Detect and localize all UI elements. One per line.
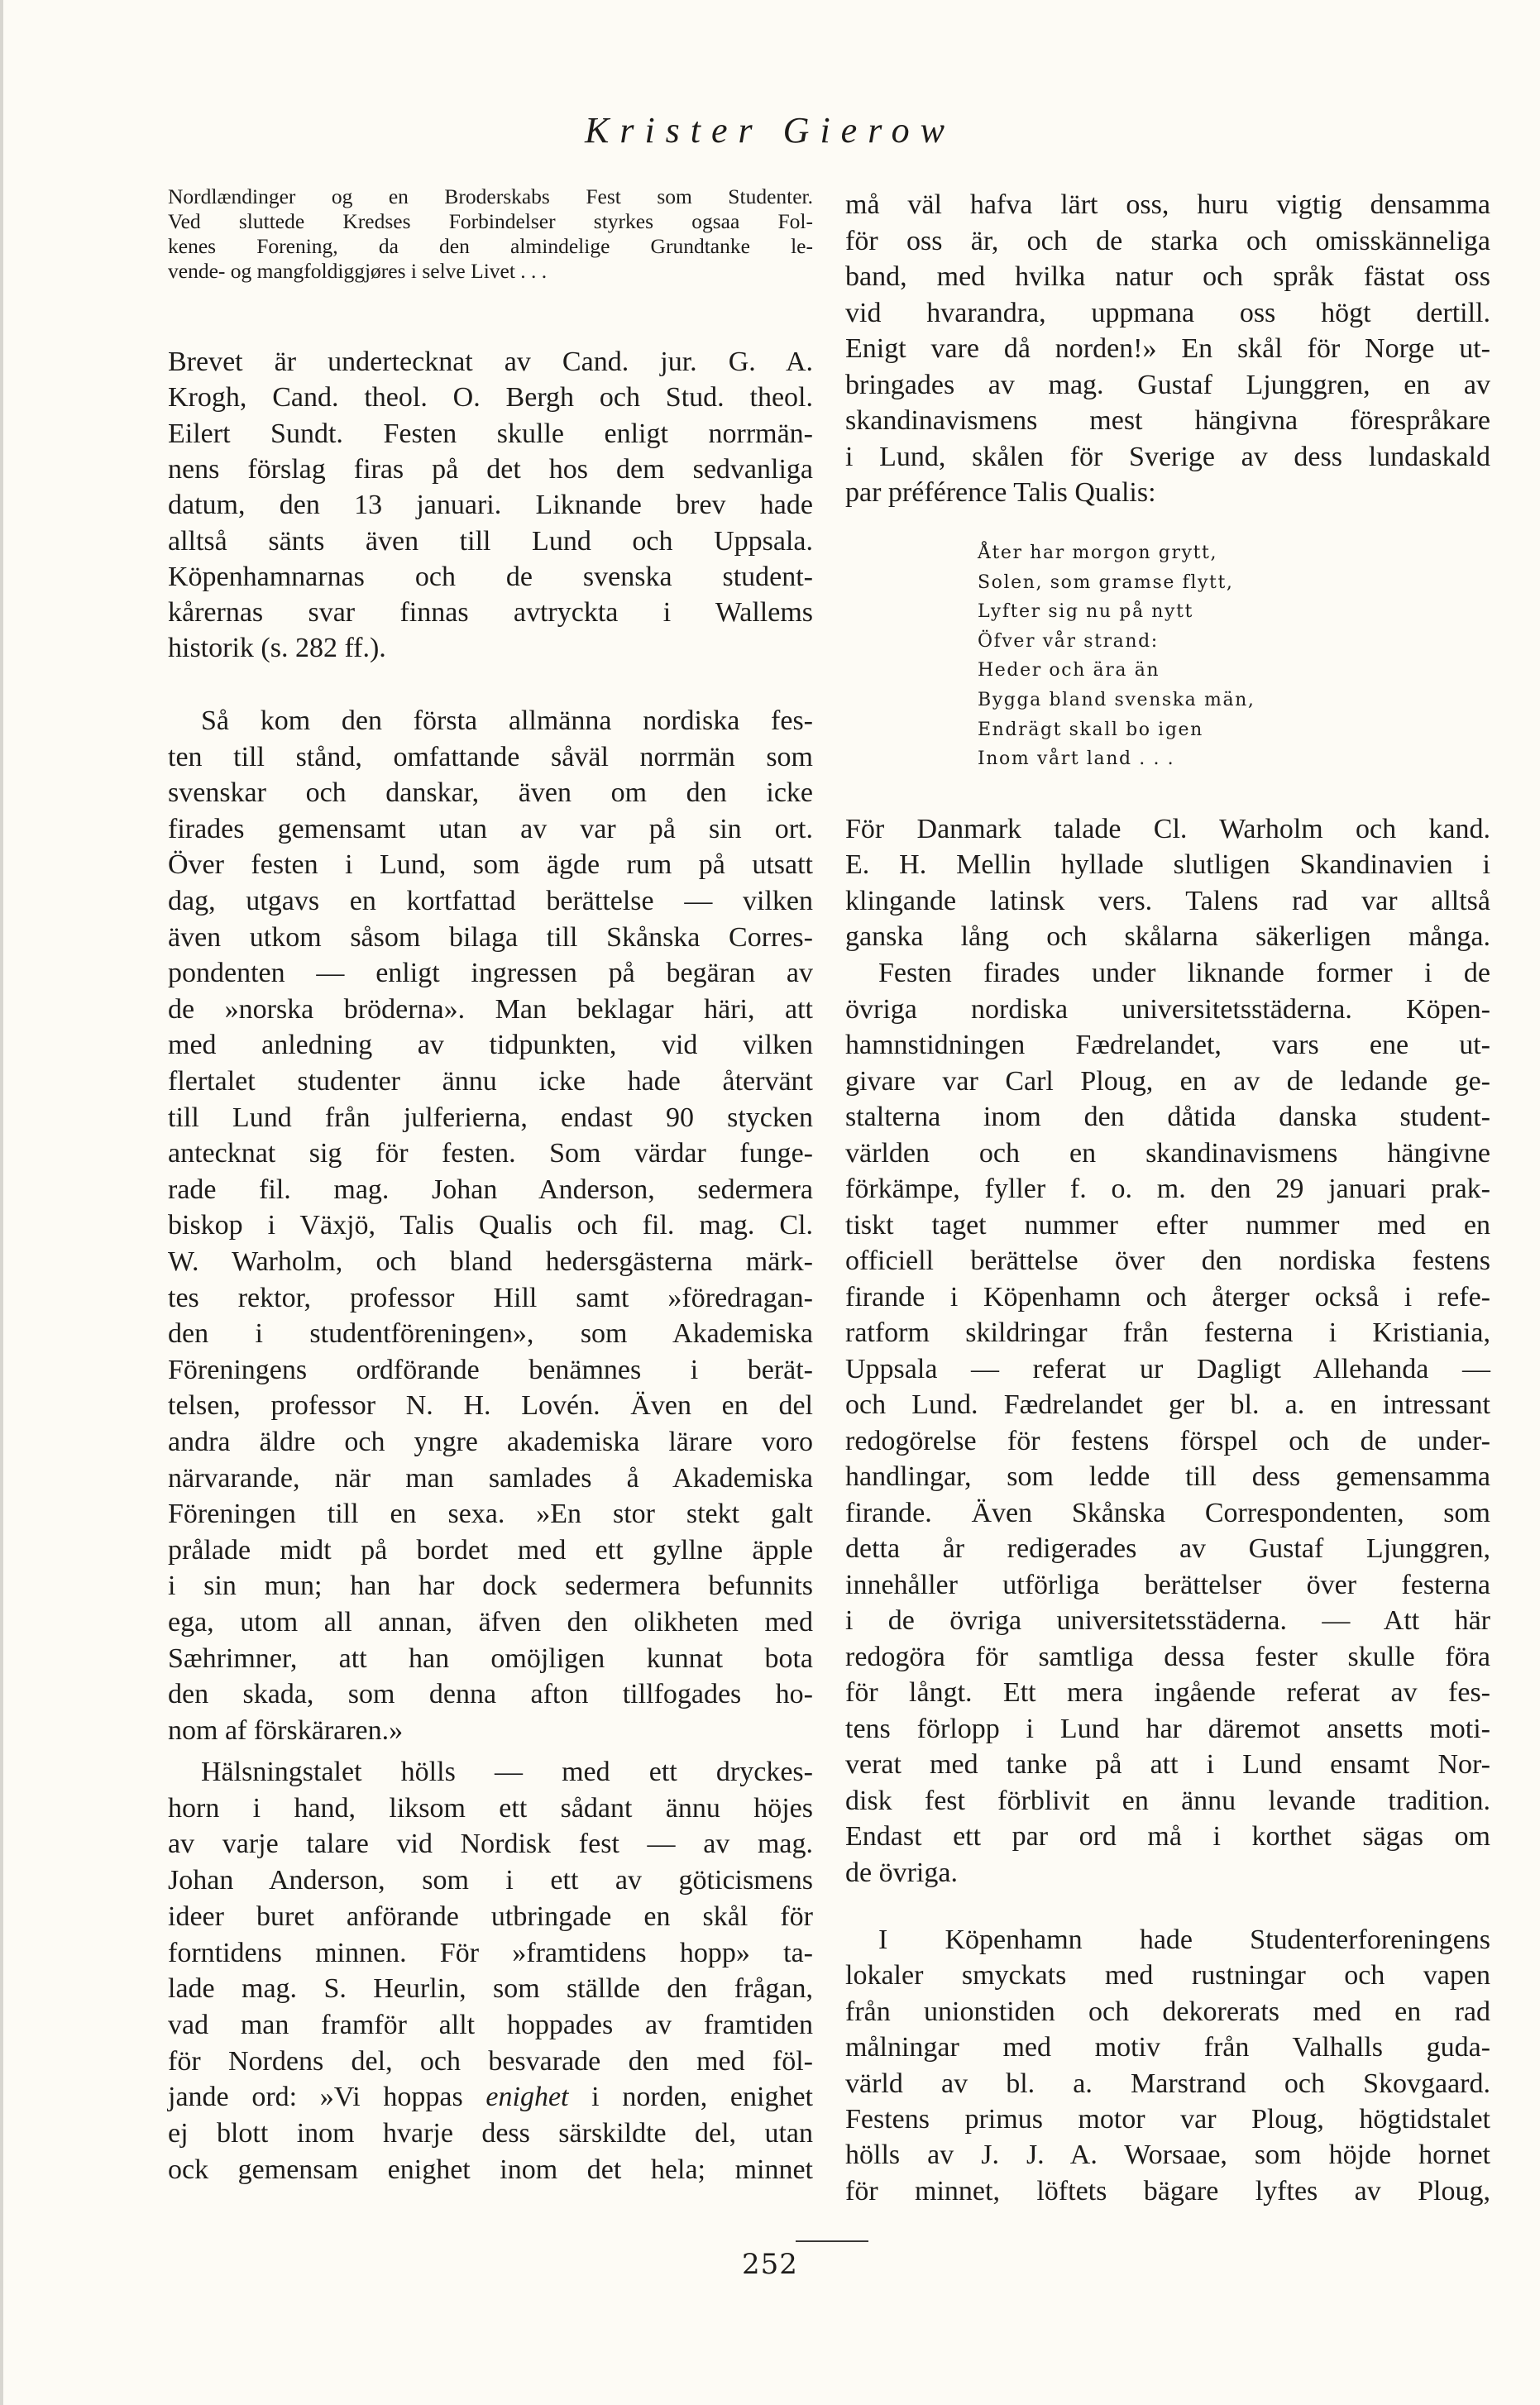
text-line: vende- og mangfoldiggjøres i selve Livet . . .: [168, 259, 548, 283]
text-line: Föreningen till en sexa. »En stor stekt galt: [168, 1499, 813, 1530]
text-line: bringades av mag. Gustaf Ljunggren, en av: [845, 369, 1490, 400]
text-line: Johan Anderson, som i ett av göticismens: [168, 1865, 813, 1896]
verse-line: Heder och ära än: [978, 660, 1160, 681]
text-line: Sæhrimner, att han omöjligen kunnat bota: [168, 1642, 813, 1674]
text-line: Nordlændinger og en Broderskabs Fest som Studenter.: [168, 184, 813, 208]
text-line: tens förlopp i Lund har däremot ansetts moti-: [845, 1713, 1490, 1744]
text-line: den skada, som denna afton tillfogades ho-: [168, 1679, 813, 1710]
text-line: av varje talare vid Nordisk fest — av mag.: [168, 1829, 813, 1860]
verse-line: Öfver vår strand:: [978, 630, 1159, 652]
text-line: antecknat sig för festen. Som värdar funge-: [168, 1138, 813, 1169]
text-line: Så kom den första allmänna nordiska fes-: [201, 705, 813, 736]
text-line: För Danmark talade Cl. Warholm och kand.: [845, 814, 1490, 844]
text-line: historik (s. 282 ff.).: [168, 633, 386, 664]
text-line: skandinavismens mest hängivna förespråkare: [845, 405, 1490, 436]
text-line: forntidens minnen. För »framtidens hopp» ta-: [168, 1937, 813, 1968]
text-line: de övriga.: [845, 1857, 958, 1888]
folio-rule: [796, 2240, 868, 2242]
text-run: i norden, enighet: [568, 2082, 813, 2113]
text-line: Uppsala — referat ur Dagligt Allehanda —: [845, 1353, 1490, 1384]
text-line: för långt. Ett mera ingående referat av fes-: [845, 1677, 1490, 1708]
text-line: nom af förskäraren.»: [168, 1714, 404, 1746]
text-line: för Nordens del, och besvarade den med föl-: [168, 2045, 813, 2077]
text-line: Ved sluttede Kredses Forbindelser styrkes ogsaa Fol-: [168, 209, 813, 233]
text-line: prålade midt på bordet med ett gyllne äpple: [168, 1534, 813, 1566]
text-line: Hälsningstalet hölls — med ett dryckes-: [201, 1757, 813, 1787]
text-line: stalterna inom den dåtida danska student-: [845, 1102, 1490, 1132]
text-line: W. Warholm, och bland hedersgästerna märk-: [168, 1246, 813, 1277]
text-line: disk fest förblivit en ännu levande tradition.: [845, 1785, 1490, 1816]
text-line: de »norska bröderna». Man beklagar häri, att: [168, 993, 813, 1025]
text-line: Festen firades under liknande former i de: [878, 958, 1490, 988]
text-line: redogörelse för festens förspel och de under-: [845, 1425, 1490, 1456]
text-line: band, med hvilka natur och språk fästat oss: [845, 261, 1490, 292]
text-line: Eilert Sundt. Festen skulle enligt norrmän-: [168, 418, 813, 449]
text-run: jande ord: »Vi hoppas: [168, 2082, 486, 2113]
text-line: lade mag. S. Heurlin, som ställde den frågan,: [168, 1973, 813, 2005]
text-line: Över festen i Lund, som ägde rum på utsatt: [168, 849, 813, 881]
text-line: vad man framför allt hoppades av framtiden: [168, 2009, 813, 2040]
text-line: biskop i Växjö, Talis Qualis och fil. mag. Cl.: [168, 1210, 813, 1241]
verse-line: Solen, som gramse flytt,: [978, 571, 1234, 593]
text-line: övriga nordiska universitetsstäderna. Köpen-: [845, 993, 1490, 1025]
text-line: firades gemensamt utan av var på sin ort.: [168, 813, 813, 844]
text-line: och Lund. Fædrelandet ger bl. a. en intressant: [845, 1389, 1490, 1420]
text-line: från unionstiden och dekorerats med en rad: [845, 1996, 1490, 2027]
text-line: till Lund från julferierna, endast 90 stycken: [168, 1102, 813, 1133]
text-line: i sin mun; han har dock sedermera befunnits: [168, 1571, 813, 1602]
text-line: nens förslag firas på det hos dem sedvanliga: [168, 453, 813, 485]
text-line: förkämpe, fyller f. o. m. den 29 januari prak-: [845, 1174, 1490, 1204]
text-line: för minnet, löftets bägare lyftes av Ploug,: [845, 2175, 1490, 2207]
text-line: rade fil. mag. Johan Anderson, sedermera: [168, 1174, 813, 1205]
text-line: hamnstidningen Fædrelandet, vars ene ut-: [845, 1030, 1490, 1060]
text-line: svenskar och danskar, även om den icke: [168, 777, 813, 809]
text-line: par préférence Talis Qualis:: [845, 477, 1156, 508]
text-line: officiell berättelse över den nordiska festens: [845, 1246, 1490, 1276]
text-line: telsen, professor N. H. Lovén. Även en del: [168, 1390, 813, 1422]
page-number: 252: [742, 2248, 798, 2281]
page-edge: [0, 0, 3, 2405]
text-line: kenes Forening, da den almindelige Grundtanke le-: [168, 234, 813, 258]
verse-line: Endrägt skall bo igen: [978, 719, 1203, 740]
text-line: tes rektor, professor Hill samt »föredragan-: [168, 1282, 813, 1313]
text-line: firande i Köpenhamn och återger också i refe-: [845, 1281, 1490, 1312]
text-line: dag, utgavs en kortfattad berättelse — vilken: [168, 886, 813, 916]
text-line: vid hvarandra, uppmana oss högt dertill.: [845, 297, 1490, 328]
text-line: ten till stånd, omfattande såväl norrmän som: [168, 741, 813, 772]
text-line: i Lund, skålen för Sverige av dess lundaskald: [845, 441, 1490, 472]
text-line: horn i hand, liksom ett sådant ännu höjes: [168, 1792, 813, 1824]
text-line: i de övriga universitetsstäderna. — Att här: [845, 1605, 1490, 1636]
running-head: Krister Gierow: [584, 110, 956, 151]
text-line: klingande latinsk vers. Talens rad var alltså: [845, 885, 1490, 916]
text-line: ega, utom all annan, äfven den olikheten med: [168, 1607, 813, 1638]
text-line: redogöra för samtliga dessa fester skulle föra: [845, 1641, 1490, 1672]
text-line: ratform skildringar från festerna i Kristiania,: [845, 1317, 1490, 1348]
text-line: Krogh, Cand. theol. O. Bergh och Stud. theol.: [168, 382, 813, 414]
text-line: firande. Även Skånska Correspondenten, som: [845, 1497, 1490, 1528]
text-line: detta år redigerades av Gustaf Ljunggren,: [845, 1533, 1490, 1564]
text-line: med anledning av tidpunkten, vid vilken: [168, 1030, 813, 1061]
text-line: datum, den 13 januari. Liknande brev hade: [168, 490, 813, 521]
verse-line: Bygga bland svenska män,: [978, 690, 1255, 710]
text-line: må väl hafva lärt oss, huru vigtig densamma: [845, 189, 1490, 220]
text-line: den i studentföreningen», som Akademiska: [168, 1318, 813, 1350]
text-line: ganska lång och skålarna säkerligen många.: [845, 921, 1490, 953]
text-line: I Köpenhamn hade Studenterforeningens: [878, 1924, 1490, 1955]
text-line: handlingar, som ledde till dess gemensamma: [845, 1461, 1490, 1492]
text-line: kårernas svar finnas avtryckta i Wallems: [168, 597, 813, 629]
text-line: för oss är, och de starka och omisskänneliga: [845, 225, 1490, 256]
text-line: andra äldre och yngre akademiska lärare voro: [168, 1427, 813, 1457]
text-line: Brevet är undertecknat av Cand. jur. G. A.: [168, 347, 813, 377]
text-line: ock gemensam enighet inom det hela; minnet: [168, 2154, 813, 2185]
emphasized-word: enighet: [485, 2082, 569, 2113]
text-line-with-emphasis: [168, 2081, 813, 2114]
text-line: E. H. Mellin hyllade slutligen Skandinavien i: [845, 849, 1490, 881]
text-line: ideer buret anförande utbringade en skål för: [168, 1901, 813, 1932]
text-line: innehåller utförliga berättelser över festerna: [845, 1569, 1490, 1600]
text-line: tiskt taget nummer efter nummer med en: [845, 1209, 1490, 1241]
text-line: pondenten — enligt ingressen på begäran av: [168, 958, 813, 989]
verse-line: Åter har morgon grytt,: [978, 543, 1218, 563]
verse-line: Inom vårt land . . .: [978, 748, 1175, 770]
text-line: målningar med motiv från Valhalls guda-: [845, 2032, 1490, 2063]
text-line: värld av bl. a. Marstrand och Skovgaard.: [845, 2068, 1490, 2099]
text-line: närvarande, när man samlades å Akademiska: [168, 1462, 813, 1494]
text-line: givare var Carl Ploug, en av de ledande ge-: [845, 1065, 1490, 1097]
text-line: verat med tanke på att i Lund ensamt Nor-: [845, 1749, 1490, 1780]
text-line: även utkom såsom bilaga till Skånska Corres-: [168, 921, 813, 953]
text-line: lokaler smyckats med rustningar och vapen: [845, 1960, 1490, 1991]
text-line: Föreningens ordförande benämnes i berät-: [168, 1354, 813, 1385]
text-line: ej blott inom hvarje dess särskildte del, utan: [168, 2118, 813, 2149]
text-line: Endast ett par ord må i korthet sägas om: [845, 1821, 1490, 1852]
text-line: Enigt vare då norden!» En skål för Norge ut-: [845, 333, 1490, 364]
text-line: Festens primus motor var Ploug, högtidstalet: [845, 2104, 1490, 2135]
verse-line: Lyfter sig nu på nytt: [978, 601, 1193, 623]
text-line: världen och en skandinavismens hängivne: [845, 1137, 1490, 1169]
text-line: hölls av J. J. A. Worsaae, som höjde hornet: [845, 2140, 1490, 2171]
text-line: flertalet studenter ännu icke hade återvänt: [168, 1066, 813, 1097]
text-line: Köpenhamnarnas och de svenska student-: [168, 561, 813, 592]
text-line: alltså sänts även till Lund och Uppsala.: [168, 525, 813, 557]
